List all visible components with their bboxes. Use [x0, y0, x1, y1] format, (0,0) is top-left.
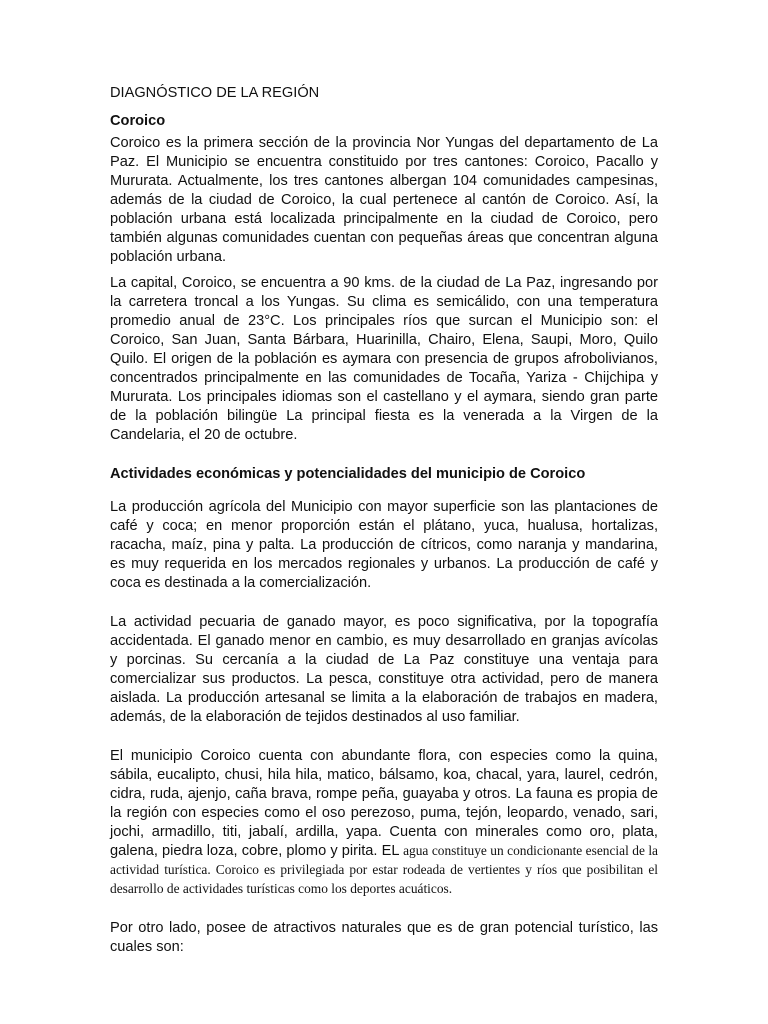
- flora-text: El municipio Coroico cuenta con abundante flora, con especies como la quina, sábila, eucalipto, chusi, hila hila, matico, bálsamo, koa, chacal, yara, laurel, cedrón, cidra, ruda, ajenjo, caña brava, rompe peña, guayaba y otros. La fauna es propia de la región con especies como el oso perezoso, puma, tejón, leopardo, venado, sari, jochi, armadillo, titi, jabalí, ardilla, yapa. Cuenta con minerales como oro, plata, galena, piedra loza, cobre, plomo y pirita. EL: [110, 748, 658, 859]
- section-heading-coroico: Coroico: [110, 113, 166, 129]
- paragraph-capital: La capital, Coroico, se encuentra a 90 kms. de la ciudad de La Paz, ingresando por la carretera troncal a los Yungas. Su clima es semicálido, con una temperatura promedio anual de 23°C. Los principales ríos que surcan el Municipio son: el Coroico, San Juan, Santa Bárbara, Huarinilla, Chairo, Elena, Saupi, Moro, Quilo Quilo. El origen de la población es aymara con presencia de grupos afrobolivianos, concentrados principalmente en las comunidades de Tocaña, Yariza - Chijchipa y Mururata. Los principales idiomas son el castellano y el aymara, siendo gran parte de la población bilingüe La principal fiesta es la venerada a la Virgen de la Candelaria, el 20 de octubre.: [110, 275, 658, 443]
- paragraph-flora-fauna: [110, 747, 658, 899]
- paragraph-agriculture: La producción agrícola del Municipio con mayor superficie son las plantaciones de café y coca; en menor proporción están el plátano, yuca, hualusa, hortalizas, racacha, maíz, pina y palta. La producción de cítricos, como naranja y mandarina, es muy requerida en los mercados regionales y urbanos. La producción de café y coca es destinada a la comercialización.: [110, 499, 658, 591]
- document-page: [110, 84, 658, 964]
- document-title: DIAGNÓSTICO DE LA REGIÓN: [110, 85, 320, 101]
- water-text: agua constituye un condicionante esencial de la actividad turística. Coroico es privilegiada por estar rodeada de vertientes y ríos que posibilitan el desarrollo de actividades turísticas como los deportes acuáticos.: [110, 843, 658, 896]
- paragraph-intro: Coroico es la primera sección de la provincia Nor Yungas del departamento de La Paz. El Municipio se encuentra constituido por tres cantones: Coroico, Pacallo y Mururata. Actualmente, los tres cantones albergan 104 comunidades campesinas, además de la ciudad de Coroico, la cual pertenece al cantón de Coroico. Así, la población urbana está localizada principalmente en la ciudad de Coroico, pero también algunas comunidades cuentan con pequeñas áreas que concentran alguna población urbana.: [110, 135, 658, 265]
- section-heading-activities: Actividades económicas y potencialidades del municipio de Coroico: [110, 466, 586, 482]
- paragraph-livestock: La actividad pecuaria de ganado mayor, es poco significativa, por la topografía accidentada. El ganado menor en cambio, es muy desarrollado en granjas avícolas y porcinas. Su cercanía a la ciudad de La Paz constituye una ventaja para comercializar sus productos. La pesca, constituye otra actividad, pero de manera aislada. La producción artesanal se limita a la elaboración de trabajos en madera, además, de la elaboración de tejidos destinados al uso familiar.: [110, 614, 658, 725]
- paragraph-attractions: Por otro lado, posee de atractivos naturales que es de gran potencial turístico, las cuales son:: [110, 920, 658, 955]
